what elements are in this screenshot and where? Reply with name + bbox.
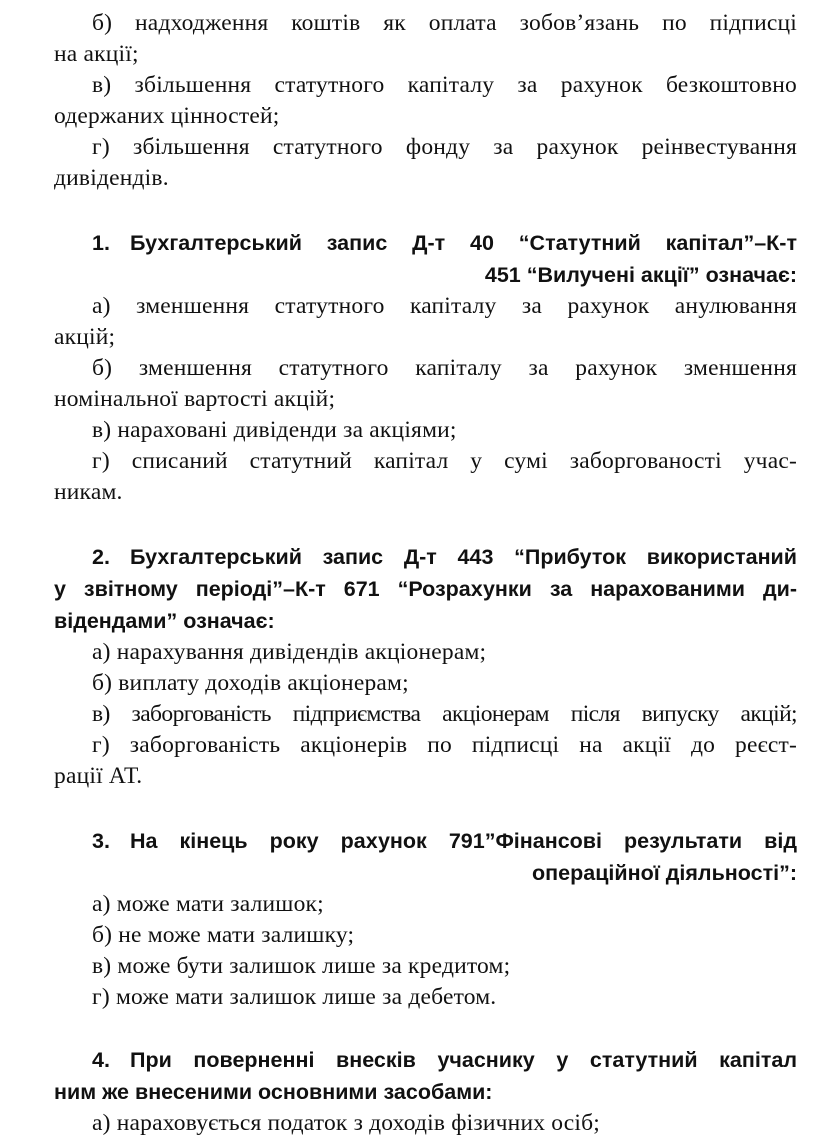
spacer (54, 792, 797, 825)
question-3-title-line2: операційної діяльності”: (532, 861, 797, 885)
q3-option-c: в) може бути залишок лише за кредитом; (92, 953, 511, 979)
question-2-number: 2. (92, 545, 110, 569)
q2-option-d-line2: рації АТ. (54, 763, 143, 789)
q1-option-a-line2: акцій; (54, 324, 116, 350)
q2-option-d-line1: г) заборгованість акціонерів по підписці на акції до реєст- (92, 732, 797, 758)
q1-option-d-line1: г) списаний статутний капітал у сумі заборгованості учас- (92, 448, 797, 474)
question-1-number: 1. (92, 231, 110, 255)
q3-option-b: б) не може мати залишку; (92, 922, 355, 948)
q4-option-a: а) нараховується податок з доходів фізичних осіб; (92, 1110, 601, 1136)
intro-option-c-line2: одержаних цінностей; (54, 103, 280, 129)
intro-option-b-line2: на акції; (54, 41, 139, 67)
q1-option-b-line1: б) зменшення статутного капіталу за рахунок зменшення (92, 355, 797, 381)
intro-option-d-line1: г) збільшення статутного фонду за рахунок реінвестування (92, 134, 797, 160)
q3-option-a: а) може мати залишок; (92, 891, 324, 917)
q1-option-b-line2: номінальної вартості акцій; (54, 386, 336, 412)
question-2-title-line1: Бухгалтерський запис Д-т 443 “Прибуток використаний (130, 545, 797, 569)
q1-option-d-line2: никам. (54, 479, 123, 505)
q2-option-c: в) заборгованість підприємства акціонерам після випуску акцій; (92, 701, 797, 727)
question-3-title (54, 825, 797, 857)
spacer (54, 194, 797, 227)
question-1-title-line2: 451 “Вилучені акції” означає: (484, 263, 797, 287)
q1-option-c: в) нараховані дивіденди за акціями; (92, 417, 457, 443)
question-1-title-line1: Бухгалтерський запис Д-т 40 “Статутний капітал”–К-т (130, 231, 797, 255)
question-1-title (54, 227, 797, 259)
q1-option-a-line1: а) зменшення статутного капіталу за рахунок анулювання (92, 293, 797, 319)
question-4-title-line1: При поверненні внесків учаснику у статутний капітал (130, 1048, 797, 1072)
question-2-title (54, 541, 797, 573)
q2-option-a: а) нарахування дивідендів акціонерам; (92, 639, 487, 665)
spacer (54, 508, 797, 541)
spacer (54, 1013, 797, 1044)
question-4-title-line2: ним же внесеними основними засобами: (54, 1080, 493, 1104)
question-3-number: 3. (92, 829, 110, 853)
intro-option-b-line1: б) надходження коштів як оплата зобов’язань по підписці (92, 10, 797, 36)
intro-option-d-line2: дивідендів. (54, 165, 169, 191)
q2-option-b: б) виплату доходів акціонерам; (92, 670, 409, 696)
question-3-title-line1: На кінець року рахунок 791”Фінансові результати від (130, 829, 797, 853)
question-4-title (54, 1044, 797, 1076)
question-2-title-line3: відендами” означає: (54, 609, 275, 633)
q3-option-d: г) може мати залишок лише за дебетом. (92, 984, 497, 1010)
question-4-number: 4. (92, 1048, 110, 1072)
question-2-title-line2: у звітному періоді”–К-т 671 “Розрахунки за нарахованими ди- (54, 577, 797, 601)
intro-option-c-line1: в) збільшення статутного капіталу за рахунок безкоштовно (92, 72, 797, 98)
